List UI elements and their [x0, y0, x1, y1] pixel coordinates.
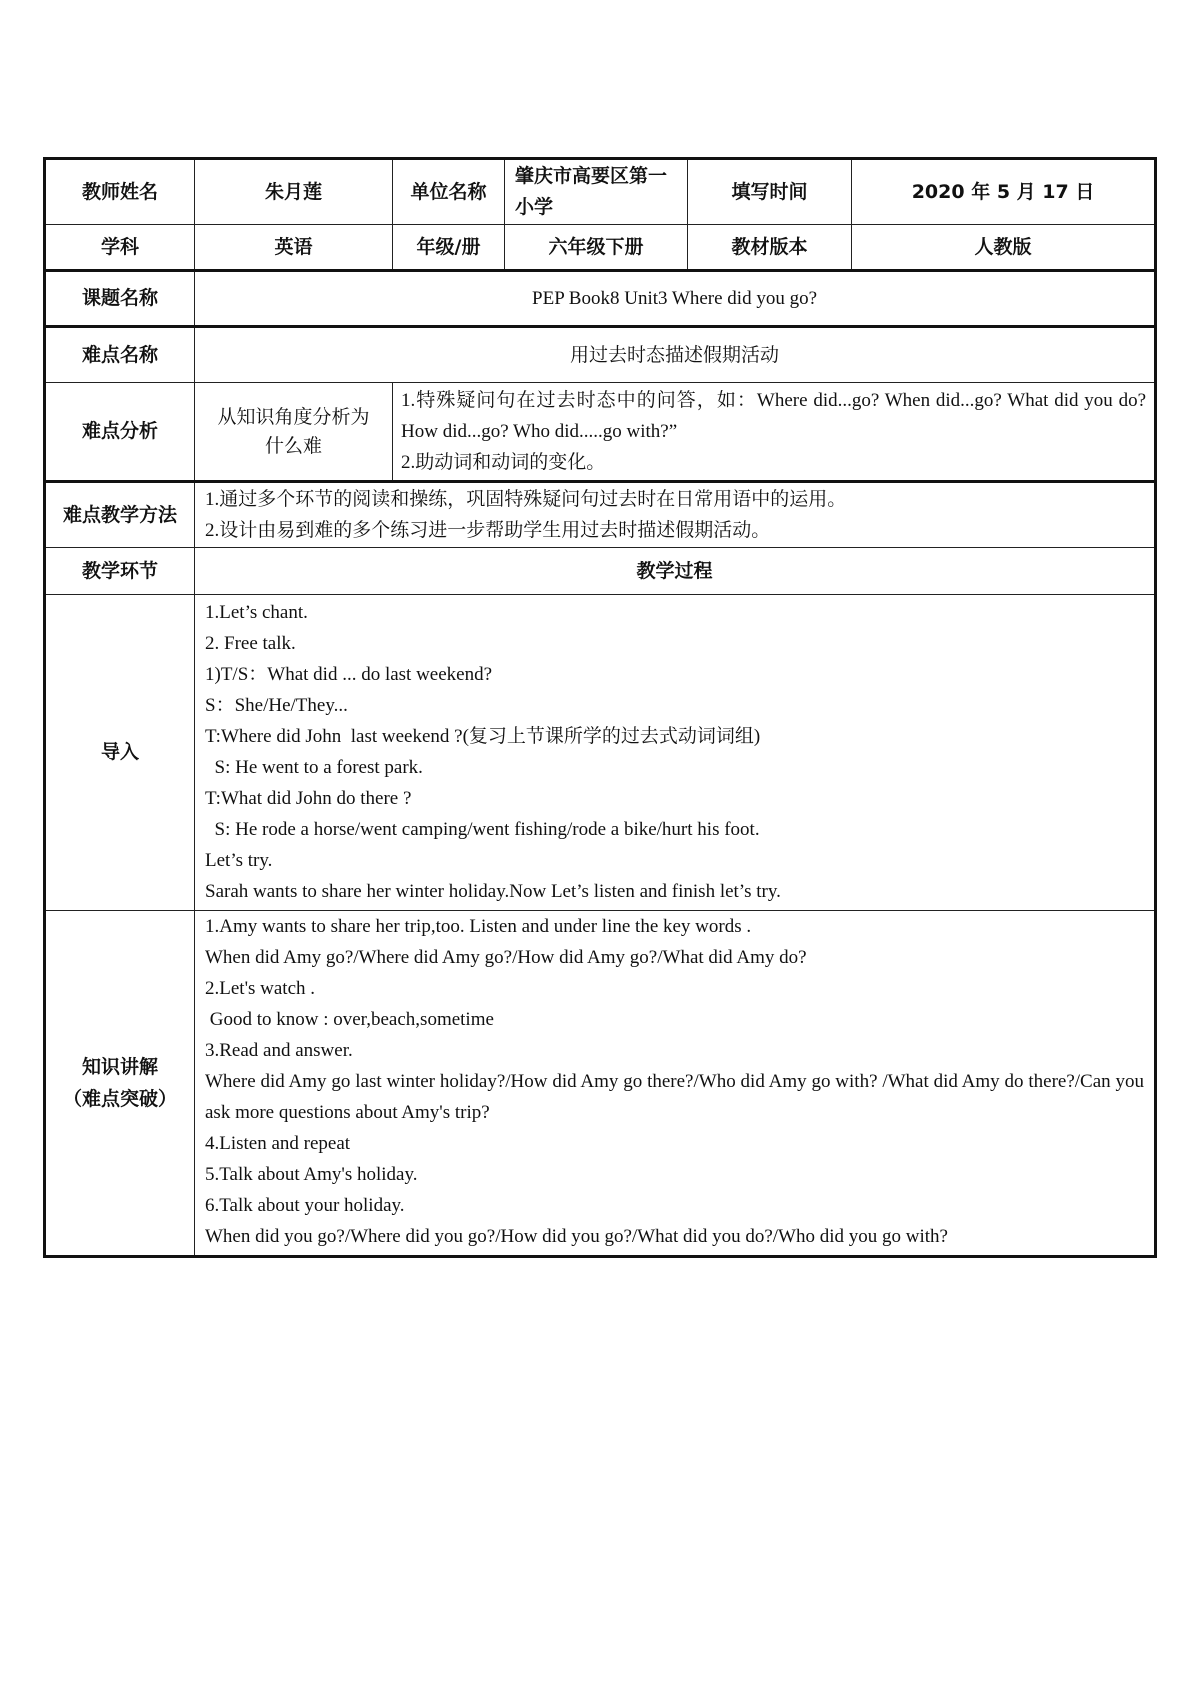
- analysis-label: 难点分析: [45, 383, 195, 482]
- method-line: 2.设计由易到难的多个练习进一步帮助学生用过去时描述假期活动。: [205, 520, 771, 541]
- lesson-plan-table: [43, 157, 1157, 1258]
- header-row-2: [45, 225, 1156, 271]
- fill-date: 2020 年 5 月 17 日: [852, 159, 1156, 225]
- intro-line: Sarah wants to share her winter holiday.Now Let’s listen and finish let’s try.: [205, 881, 781, 902]
- topic-label: 课题名称: [45, 271, 195, 327]
- header-row-1: [45, 159, 1156, 225]
- topic-value: PEP Book8 Unit3 Where did you go?: [195, 271, 1156, 327]
- intro-line: Let’s try.: [205, 850, 273, 871]
- knowledge-line: Where did Amy go last winter holiday?/How did Amy go there?/Who did Amy go with? /What did Amy do there?/Can you ask more questions about Amy's trip?: [205, 1071, 1149, 1123]
- knowledge-line: 5.Talk about Amy's holiday.: [205, 1164, 418, 1185]
- intro-label: 导入: [45, 595, 195, 911]
- difficulty-label: 难点名称: [45, 327, 195, 383]
- intro-content: [195, 595, 1156, 911]
- teacher-label: 教师姓名: [45, 159, 195, 225]
- analysis-line: 1.特殊疑问句在过去时态中的问答，如：Where did...go? When did...go? What did you do? How did...go? Who did.....go with?”: [401, 390, 1151, 442]
- process-header-row: [45, 548, 1156, 595]
- knowledge-line: 2.Let's watch .: [205, 978, 316, 999]
- grade-value: 六年级下册: [505, 225, 688, 271]
- analysis-line: 2.助动词和动词的变化。: [401, 452, 606, 473]
- intro-row: [45, 595, 1156, 911]
- intro-line: 1)T/S：What did ... do last weekend?: [205, 664, 493, 685]
- unit-name: 肇庆市高要区第一小学: [505, 159, 688, 225]
- knowledge-line: 6.Talk about your holiday.: [205, 1195, 405, 1216]
- intro-line: 1.Let’s chant.: [205, 602, 308, 623]
- edition-value: 人教版: [852, 225, 1156, 271]
- knowledge-label-line2: （难点突破）: [62, 1088, 177, 1110]
- knowledge-content: [195, 911, 1156, 1257]
- analysis-sublabel: 从知识角度分析为什么难: [195, 383, 393, 482]
- knowledge-row: [45, 911, 1156, 1257]
- method-content: [195, 482, 1156, 548]
- subject-value: 英语: [195, 225, 393, 271]
- method-label: 难点教学方法: [45, 482, 195, 548]
- knowledge-label: [45, 911, 195, 1257]
- difficulty-row: [45, 327, 1156, 383]
- difficulty-value: 用过去时态描述假期活动: [195, 327, 1156, 383]
- knowledge-line: Good to know : over,beach,sometime: [205, 1009, 494, 1030]
- knowledge-line: 1.Amy wants to share her trip,too. Listen and under line the key words .: [205, 916, 752, 937]
- topic-row: [45, 271, 1156, 327]
- method-line: 1.通过多个环节的阅读和操练，巩固特殊疑问句过去时在日常用语中的运用。: [205, 489, 847, 510]
- intro-line: 2. Free talk.: [205, 633, 296, 654]
- analysis-row: [45, 383, 1156, 482]
- edition-label: 教材版本: [688, 225, 852, 271]
- knowledge-line: When did you go?/Where did you go?/How did you go?/What did you do?/Who did you go with?: [205, 1226, 948, 1247]
- stage-label: 教学环节: [45, 548, 195, 595]
- unit-label: 单位名称: [393, 159, 505, 225]
- knowledge-line: When did Amy go?/Where did Amy go?/How did Amy go?/What did Amy do?: [205, 947, 807, 968]
- intro-line: T:What did John do there ?: [205, 788, 412, 809]
- teacher-name: 朱月莲: [195, 159, 393, 225]
- date-label: 填写时间: [688, 159, 852, 225]
- intro-line: S: He went to a forest park.: [205, 757, 423, 778]
- method-row: [45, 482, 1156, 548]
- subject-label: 学科: [45, 225, 195, 271]
- knowledge-line: 4.Listen and repeat: [205, 1133, 351, 1154]
- grade-label: 年级/册: [393, 225, 505, 271]
- intro-line: S: He rode a horse/went camping/went fishing/rode a bike/hurt his foot.: [205, 819, 760, 840]
- process-label: 教学过程: [195, 548, 1156, 595]
- analysis-content: [393, 383, 1156, 482]
- knowledge-line: 3.Read and answer.: [205, 1040, 353, 1061]
- knowledge-label-line1: 知识讲解: [81, 1056, 158, 1078]
- intro-line: T:Where did John last weekend ?(复习上节课所学的过去式动词词组): [205, 726, 761, 747]
- intro-line: S：She/He/They...: [205, 695, 348, 716]
